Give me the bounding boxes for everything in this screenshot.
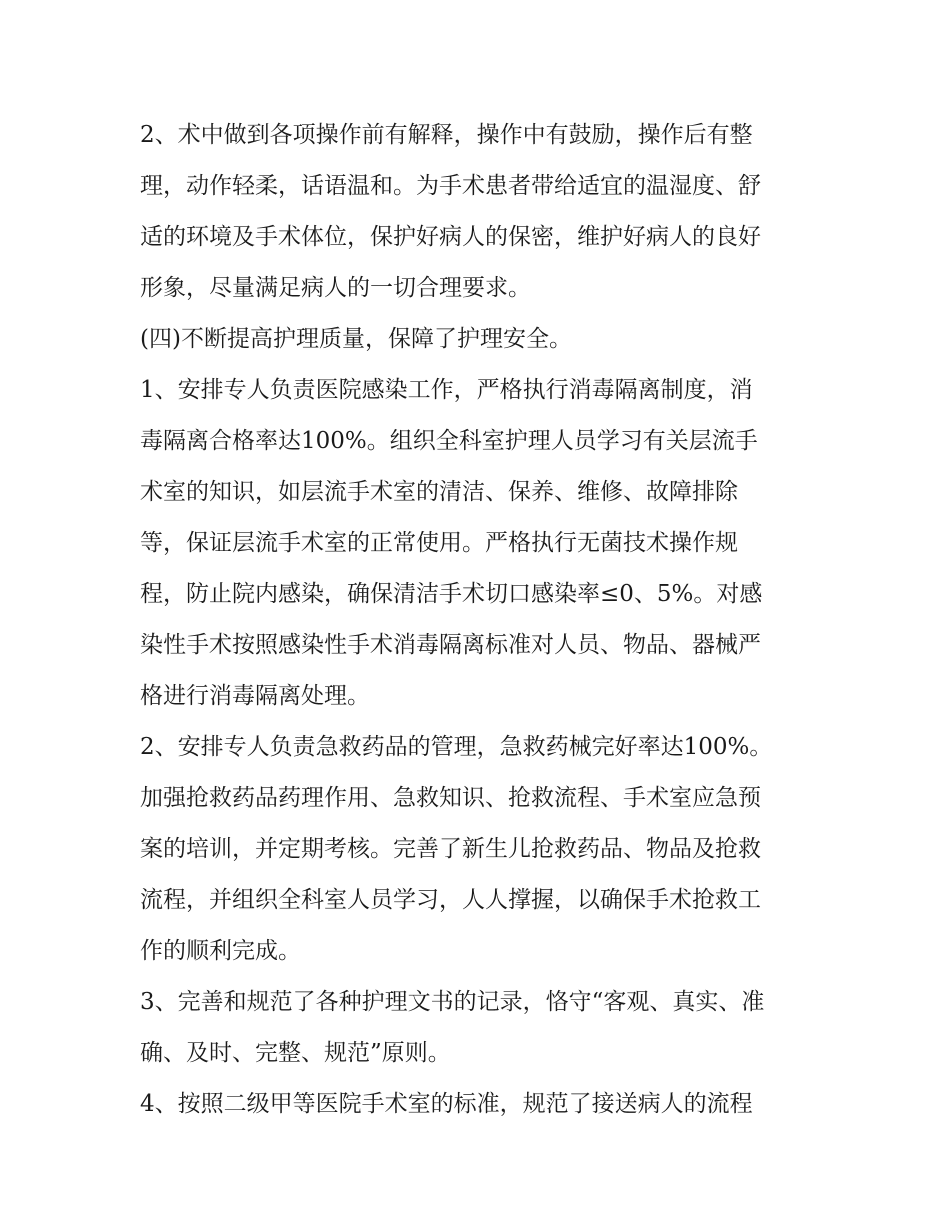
text-line: 染性手术按照感染性手术消毒隔离标准对人员、物品、器械严 xyxy=(140,632,761,658)
text-line: 2、安排专人负责急救药品的管理，急救药械完好率达100%。 xyxy=(140,734,773,760)
text-line: 理，动作轻柔，话语温和。为手术患者带给适宜的温湿度、舒 xyxy=(140,173,761,199)
paragraph-patient-transfer xyxy=(140,1079,820,1130)
text-line: 案的培训，并定期考核。完善了新生儿抢救药品、物品及抢救 xyxy=(140,836,761,862)
text-line: 术室的知识，如层流手术室的清洁、保养、维修、故障排除 xyxy=(140,479,738,505)
paragraph-infection-control xyxy=(140,365,820,722)
text-line: 毒隔离合格率达100%。组织全科室护理人员学习有关层流手 xyxy=(140,428,758,454)
text-line: 4、按照二级甲等医院手术室的标准，规范了接送病人的流程 xyxy=(140,1091,753,1117)
text-line: 2、术中做到各项操作前有解释，操作中有鼓励，操作后有整 xyxy=(140,122,753,148)
paragraph-emergency-drugs xyxy=(140,722,820,977)
text-line: 3、完善和规范了各种护理文书的记录，恪守“客观、真实、准 xyxy=(140,989,765,1015)
section-heading-quality-safety xyxy=(140,314,820,365)
text-line: 加强抢救药品药理作用、急救知识、抢救流程、手术室应急预 xyxy=(140,785,761,811)
text-line: 作的顺利完成。 xyxy=(140,938,301,964)
paragraph-nursing-records xyxy=(140,977,820,1079)
text-line: 1、安排专人负责医院感染工作，严格执行消毒隔离制度，消 xyxy=(140,377,753,403)
section-heading: (四)不断提高护理质量，保障了护理安全。 xyxy=(140,326,572,352)
text-line: 程，防止院内感染，确保清洁手术切口感染率≤0、5%。对感 xyxy=(140,581,763,607)
paragraph-intraoperative-care xyxy=(140,110,820,314)
text-line: 确、及时、完整、规范”原则。 xyxy=(140,1040,451,1066)
text-line: 格进行消毒隔离处理。 xyxy=(140,683,370,709)
text-line: 适的环境及手术体位，保护好病人的保密，维护好病人的良好 xyxy=(140,224,761,250)
text-line: 形象，尽量满足病人的一切合理要求。 xyxy=(140,275,531,301)
document-body xyxy=(140,110,820,1130)
text-line: 等，保证层流手术室的正常使用。严格执行无菌技术操作规 xyxy=(140,530,738,556)
text-line: 流程，并组织全科室人员学习，人人撑握，以确保手术抢救工 xyxy=(140,887,761,913)
